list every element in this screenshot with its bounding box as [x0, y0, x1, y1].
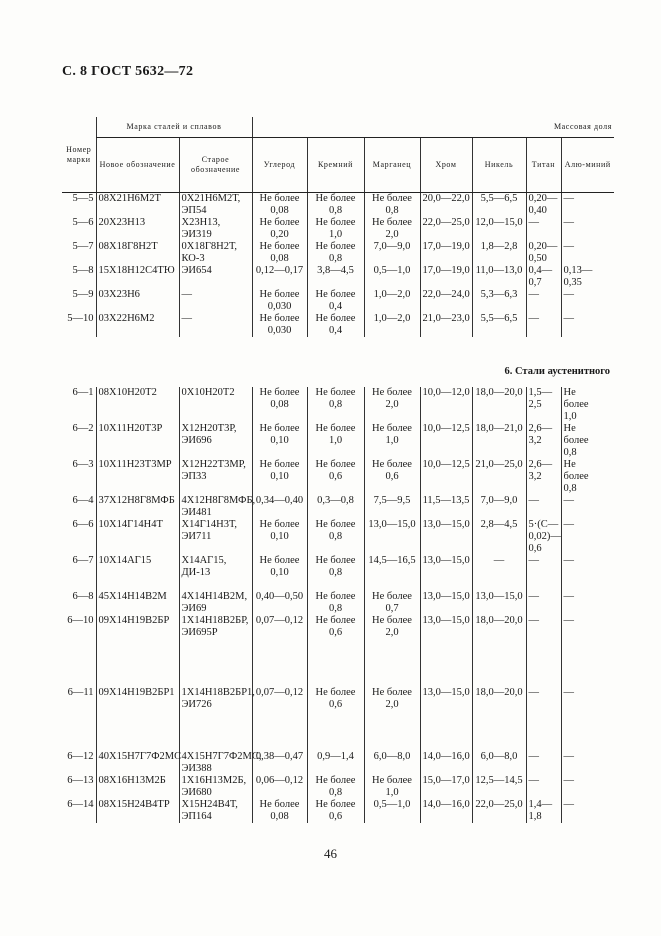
cell-titanium: — [526, 289, 561, 313]
col-header-new: Новое обозначение [96, 138, 179, 193]
cell-chromium: 13,0—15,0 [420, 591, 472, 615]
cell-titanium: — [526, 615, 561, 687]
cell-nickel: — [472, 555, 526, 591]
cell-number: 6—11 [67, 687, 94, 698]
cell-number: 6—1 [72, 387, 94, 398]
section-heading: 6. Стали аустенитного [504, 366, 611, 377]
cell-titanium: — [526, 555, 561, 591]
cell-carbon: 0,06—0,12 [252, 775, 307, 799]
section-row-group [62, 337, 614, 387]
cell-titanium: — [526, 751, 561, 775]
cell-chromium: 13,0—15,0 [420, 615, 472, 687]
cell-number: 6—10 [67, 615, 94, 626]
cell-new-designation: 37Х12Н8Г8МФБ [96, 495, 179, 519]
page-header: С. 8 ГОСТ 5632—72 [62, 64, 194, 79]
table-row [62, 217, 614, 241]
cell-silicon: Не более 0,4 [307, 289, 364, 313]
cell-nickel: 12,0—15,0 [472, 217, 526, 241]
cell-manganese: 0,5—1,0 [364, 799, 420, 823]
col-header-silicon: Кремний [307, 138, 364, 193]
cell-manganese: 13,0—15,0 [364, 519, 420, 555]
col-group-mass: Массовая доля [252, 117, 614, 138]
cell-number: 5—10 [67, 313, 94, 324]
cell-silicon: Не более 0,8 [307, 519, 364, 555]
cell-titanium: 0,20— 0,50 [526, 241, 561, 265]
cell-chromium: 13,0—15,0 [420, 555, 472, 591]
cell-old-designation: Х12Н22Т3МР, ЭП33 [179, 459, 252, 495]
cell-old-designation: 4Х15Н7Г7Ф2МС, ЭИ388 [179, 751, 252, 775]
cell-carbon: Не более 0,08 [252, 799, 307, 823]
table-row [62, 519, 614, 555]
table-row [62, 459, 614, 495]
cell-nickel: 21,0—25,0 [472, 459, 526, 495]
cell-number: 5—7 [72, 241, 94, 252]
cell-manganese: Не более 0,8 [364, 193, 420, 218]
cell-aluminium: Не более 1,0 [561, 387, 614, 423]
col-header-aluminium: Алю-миний [561, 138, 614, 193]
section-heading-row [62, 357, 614, 387]
cell-old-designation: 1Х16Н13М2Б, ЭИ680 [179, 775, 252, 799]
cell-new-designation: 08Х15Н24В4ТР [96, 799, 179, 823]
table-row [62, 313, 614, 337]
cell-nickel: 18,0—20,0 [472, 387, 526, 423]
cell-nickel: 6,0—8,0 [472, 751, 526, 775]
table-row [62, 193, 614, 218]
cell-old-designation: Х14Г14Н3Т, ЭИ711 [179, 519, 252, 555]
cell-new-designation: 09Х14Н19В2БР [96, 615, 179, 687]
cell-titanium: 2,6— 3,2 [526, 459, 561, 495]
cell-number: 5—9 [72, 289, 94, 300]
cell-carbon: Не более 0,10 [252, 459, 307, 495]
table-row [62, 751, 614, 775]
cell-chromium: 13,0—15,0 [420, 519, 472, 555]
cell-manganese: 14,5—16,5 [364, 555, 420, 591]
cell-old-designation: Х12Н20Т3Р, ЭИ696 [179, 423, 252, 459]
cell-aluminium: — [561, 555, 614, 591]
cell-silicon: Не более 0,8 [307, 193, 364, 218]
cell-silicon: Не более 0,8 [307, 241, 364, 265]
cell-carbon: Не более 0,030 [252, 289, 307, 313]
table-row [62, 241, 614, 265]
cell-titanium: 1,4— 1,8 [526, 799, 561, 823]
cell-carbon: 0,12—0,17 [252, 265, 307, 289]
cell-number: 6—4 [72, 495, 94, 506]
table-body-grades-6 [62, 387, 614, 823]
cell-new-designation: 40Х15Н7Г7Ф2МС [96, 751, 179, 775]
cell-chromium: 15,0—17,0 [420, 775, 472, 799]
cell-chromium: 14,0—16,0 [420, 799, 472, 823]
cell-old-designation: — [179, 289, 252, 313]
cell-new-designation: 10Х14Г14Н4Т [96, 519, 179, 555]
cell-number: 6—3 [72, 459, 94, 470]
cell-new-designation: 45Х14Н14В2М [96, 591, 179, 615]
cell-titanium: — [526, 591, 561, 615]
cell-aluminium: — [561, 775, 614, 799]
cell-aluminium: — [561, 313, 614, 337]
cell-chromium: 20,0—22,0 [420, 193, 472, 218]
cell-number: 5—5 [72, 193, 94, 204]
cell-old-designation: 0Х10Н20Т2 [179, 387, 252, 423]
cell-carbon: 0,34—0,40 [252, 495, 307, 519]
cell-titanium: — [526, 217, 561, 241]
cell-silicon: 3,8—4,5 [307, 265, 364, 289]
cell-aluminium: — [561, 751, 614, 775]
cell-chromium: 22,0—25,0 [420, 217, 472, 241]
cell-aluminium: — [561, 591, 614, 615]
cell-old-designation: Х14АГ15, ДИ-13 [179, 555, 252, 591]
cell-number: 6—7 [72, 555, 94, 566]
cell-nickel: 5,3—6,3 [472, 289, 526, 313]
cell-aluminium: — [561, 495, 614, 519]
cell-new-designation: 03Х22Н6М2 [96, 313, 179, 337]
cell-nickel: 11,0—13,0 [472, 265, 526, 289]
cell-nickel: 5,5—6,5 [472, 193, 526, 218]
cell-old-designation: Х23Н13, ЭИ319 [179, 217, 252, 241]
table-row [62, 495, 614, 519]
cell-manganese: Не более 2,0 [364, 387, 420, 423]
cell-carbon: 0,38—0,47 [252, 751, 307, 775]
cell-old-designation: 1Х14Н18В2БР1, ЭИ726 [179, 687, 252, 751]
cell-new-designation: 10Х11Н20Т3Р [96, 423, 179, 459]
cell-chromium: 21,0—23,0 [420, 313, 472, 337]
cell-new-designation: 10Х11Н23Т3МР [96, 459, 179, 495]
cell-aluminium: — [561, 615, 614, 687]
cell-aluminium: — [561, 289, 614, 313]
cell-number: 5—8 [72, 265, 94, 276]
cell-aluminium: — [561, 799, 614, 823]
cell-new-designation: 08Х16Н13М2Б [96, 775, 179, 799]
cell-carbon: 0,07—0,12 [252, 615, 307, 687]
table-row [62, 687, 614, 751]
cell-manganese: Не более 1,0 [364, 775, 420, 799]
cell-nickel: 18,0—21,0 [472, 423, 526, 459]
cell-titanium: 2,6— 3,2 [526, 423, 561, 459]
table-row [62, 555, 614, 591]
cell-chromium: 17,0—19,0 [420, 241, 472, 265]
cell-carbon: Не более 0,20 [252, 217, 307, 241]
cell-number: 6—12 [67, 751, 94, 762]
cell-silicon: Не более 0,6 [307, 799, 364, 823]
cell-silicon: 0,3—0,8 [307, 495, 364, 519]
cell-old-designation: 4Х12Н8Г8МФБ, ЭИ481 [179, 495, 252, 519]
cell-carbon: Не более 0,08 [252, 193, 307, 218]
cell-aluminium: 0,13— 0,35 [561, 265, 614, 289]
cell-silicon: Не более 1,0 [307, 217, 364, 241]
cell-number: 6—6 [72, 519, 94, 530]
cell-manganese: Не более 2,0 [364, 217, 420, 241]
cell-titanium: — [526, 687, 561, 751]
cell-titanium: 0,20— 0,40 [526, 193, 561, 218]
col-header-manganese: Марганец [364, 138, 420, 193]
cell-manganese: Не более 2,0 [364, 687, 420, 751]
cell-old-designation: 0Х21Н6М2Т, ЭП54 [179, 193, 252, 218]
cell-silicon: Не более 0,8 [307, 591, 364, 615]
cell-old-designation: 0Х18Г8Н2Т, КО-3 [179, 241, 252, 265]
cell-manganese: Не более 2,0 [364, 615, 420, 687]
cell-number: 6—14 [67, 799, 94, 810]
cell-chromium: 13,0—15,0 [420, 687, 472, 751]
cell-silicon: Не более 0,6 [307, 459, 364, 495]
cell-nickel: 12,5—14,5 [472, 775, 526, 799]
cell-new-designation: 08Х18Г8Н2Т [96, 241, 179, 265]
cell-new-designation: 08Х21Н6М2Т [96, 193, 179, 218]
cell-old-designation: 4Х14Н14В2М, ЭИ69 [179, 591, 252, 615]
cell-new-designation: 20Х23Н13 [96, 217, 179, 241]
cell-chromium: 10,0—12,5 [420, 459, 472, 495]
cell-nickel: 18,0—20,0 [472, 687, 526, 751]
cell-new-designation: 10Х14АГ15 [96, 555, 179, 591]
cell-carbon: Не более 0,08 [252, 241, 307, 265]
cell-nickel: 13,0—15,0 [472, 591, 526, 615]
cell-manganese: 0,5—1,0 [364, 265, 420, 289]
cell-chromium: 10,0—12,5 [420, 423, 472, 459]
table-row [62, 289, 614, 313]
cell-carbon: 0,40—0,50 [252, 591, 307, 615]
table-row [62, 265, 614, 289]
cell-new-designation: 15Х18Н12С4ТЮ [96, 265, 179, 289]
cell-manganese: Не более 1,0 [364, 423, 420, 459]
cell-nickel: 18,0—20,0 [472, 615, 526, 687]
cell-aluminium: — [561, 217, 614, 241]
col-header-carbon: Углерод [252, 138, 307, 193]
table-row [62, 591, 614, 615]
cell-carbon: 0,07—0,12 [252, 687, 307, 751]
cell-manganese: 1,0—2,0 [364, 289, 420, 313]
cell-titanium: 1,5— 2,5 [526, 387, 561, 423]
cell-chromium: 11,5—13,5 [420, 495, 472, 519]
cell-nickel: 2,8—4,5 [472, 519, 526, 555]
cell-silicon: Не более 0,8 [307, 775, 364, 799]
cell-manganese: 1,0—2,0 [364, 313, 420, 337]
cell-chromium: 14,0—16,0 [420, 751, 472, 775]
cell-silicon: 0,9—1,4 [307, 751, 364, 775]
cell-titanium: — [526, 775, 561, 799]
col-header-titanium: Титан [526, 138, 561, 193]
cell-carbon: Не более 0,08 [252, 387, 307, 423]
table-row [62, 799, 614, 823]
cell-aluminium: — [561, 241, 614, 265]
cell-new-designation: 08Х10Н20Т2 [96, 387, 179, 423]
table-row [62, 615, 614, 687]
cell-number: 6—2 [72, 423, 94, 434]
cell-manganese: 7,0—9,0 [364, 241, 420, 265]
cell-nickel: 1,8—2,8 [472, 241, 526, 265]
table-row [62, 423, 614, 459]
cell-new-designation: 09Х14Н19В2БР1 [96, 687, 179, 751]
cell-chromium: 10,0—12,0 [420, 387, 472, 423]
cell-silicon: Не более 0,8 [307, 387, 364, 423]
cell-silicon: Не более 0,6 [307, 687, 364, 751]
cell-old-designation: Х15Н24В4Т, ЭП164 [179, 799, 252, 823]
cell-aluminium: — [561, 519, 614, 555]
cell-number: 6—13 [67, 775, 94, 786]
table-row [62, 387, 614, 423]
cell-number: 6—8 [72, 591, 94, 602]
cell-manganese: 6,0—8,0 [364, 751, 420, 775]
cell-chromium: 22,0—24,0 [420, 289, 472, 313]
cell-aluminium: — [561, 193, 614, 218]
page-number: 46 [324, 846, 337, 861]
cell-nickel: 5,5—6,5 [472, 313, 526, 337]
cell-new-designation: 03Х23Н6 [96, 289, 179, 313]
cell-old-designation: 1Х14Н18В2БР, ЭИ695Р [179, 615, 252, 687]
cell-manganese: Не более 0,6 [364, 459, 420, 495]
cell-silicon: Не более 0,8 [307, 555, 364, 591]
col-group-grade: Марка сталей и сплавов [96, 117, 252, 138]
col-header-old: Старое обозначение [179, 138, 252, 193]
cell-titanium: — [526, 495, 561, 519]
cell-old-designation: ЭИ654 [179, 265, 252, 289]
table-body-grades-5 [62, 193, 614, 338]
cell-titanium: — [526, 313, 561, 337]
cell-carbon: Не более 0,10 [252, 555, 307, 591]
cell-silicon: Не более 0,4 [307, 313, 364, 337]
col-header-number: Номер марки [62, 117, 96, 193]
cell-old-designation: — [179, 313, 252, 337]
cell-carbon: Не более 0,10 [252, 519, 307, 555]
cell-aluminium: — [561, 687, 614, 751]
cell-carbon: Не более 0,10 [252, 423, 307, 459]
cell-number: 5—6 [72, 217, 94, 228]
cell-titanium: 5·(С— 0,02)— 0,6 [526, 519, 561, 555]
cell-aluminium: Не более 0,8 [561, 459, 614, 495]
cell-aluminium: Не более 0,8 [561, 423, 614, 459]
cell-nickel: 7,0—9,0 [472, 495, 526, 519]
col-header-chromium: Хром [420, 138, 472, 193]
cell-silicon: Не более 1,0 [307, 423, 364, 459]
cell-chromium: 17,0—19,0 [420, 265, 472, 289]
cell-silicon: Не более 0,6 [307, 615, 364, 687]
cell-titanium: 0,4— 0,7 [526, 265, 561, 289]
cell-carbon: Не более 0,030 [252, 313, 307, 337]
col-header-nickel: Никель [472, 138, 526, 193]
steel-composition-table [62, 117, 614, 823]
cell-nickel: 22,0—25,0 [472, 799, 526, 823]
table-row [62, 775, 614, 799]
cell-manganese: Не более 0,7 [364, 591, 420, 615]
cell-manganese: 7,5—9,5 [364, 495, 420, 519]
